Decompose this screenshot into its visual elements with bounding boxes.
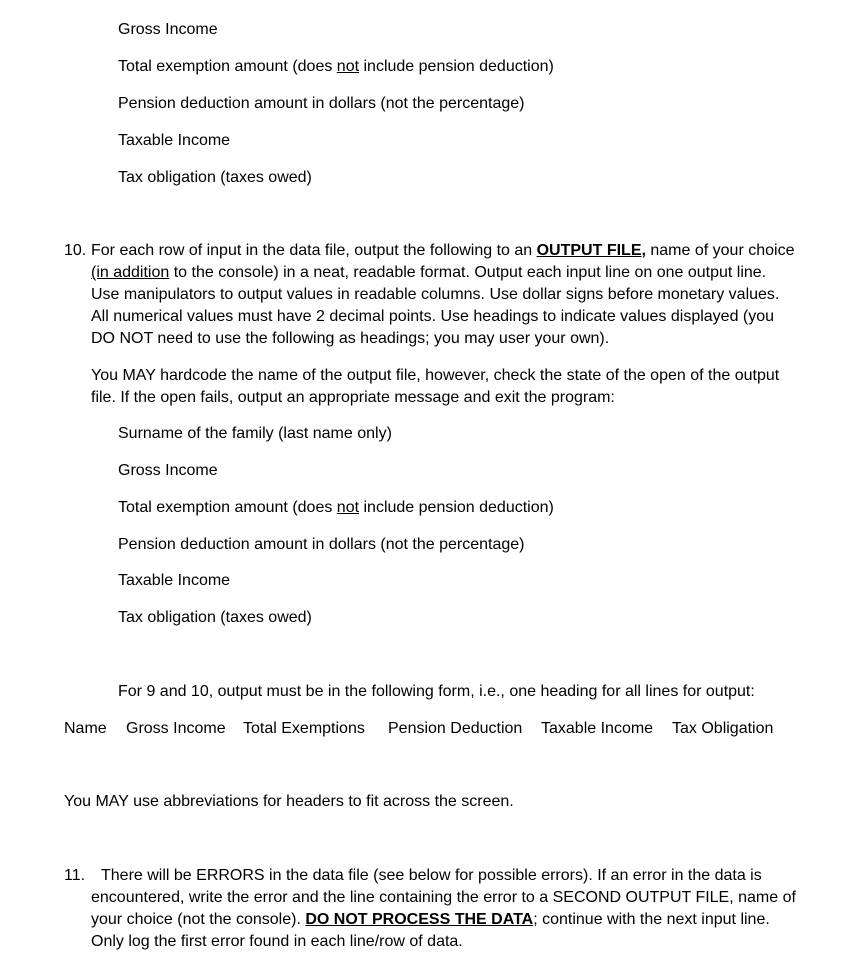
list2-tax-obligation: Tax obligation (taxes owed)	[118, 609, 312, 626]
abbreviation-note: You MAY use abbreviations for headers to fit across the screen.	[64, 793, 514, 810]
header-total-exemptions: Total Exemptions	[243, 720, 365, 737]
list2-gross-income: Gross Income	[118, 462, 218, 479]
list1-taxable-income: Taxable Income	[118, 132, 231, 149]
item-10-paragraph-2-line-2: file. If the open fails, output an appropriate message and exit the program:	[91, 389, 615, 406]
item-10-line-4: All numerical values must have 2 decimal points. Use headings to indicate values displayed (you	[91, 308, 775, 325]
item-11-line-4: Only log the first error found in each line/row of data.	[91, 933, 463, 950]
list1-tax-obligation: Tax obligation (taxes owed)	[118, 169, 312, 186]
header-tax-obligation: Tax Obligation	[672, 720, 774, 737]
item-11-line-2: encountered, write the error and the line containing the error to a SECOND OUTPUT FILE, name of	[91, 889, 796, 906]
list2-taxable-income: Taxable Income	[118, 572, 231, 589]
header-pension-deduction: Pension Deduction	[388, 720, 523, 737]
header-gross-income: Gross Income	[126, 720, 226, 737]
item-10-line-5: DO NOT need to use the following as headings; you may user your own).	[91, 330, 610, 347]
list2-pension-deduction: Pension deduction amount in dollars (not the percentage)	[118, 536, 525, 553]
form-note: For 9 and 10, output must be in the following form, i.e., one heading for all lines for output:	[118, 683, 755, 700]
list2-surname: Surname of the family (last name only)	[118, 425, 392, 442]
item-10-number: 10.	[64, 242, 87, 259]
item-10-line-1: For each row of input in the data file, output the following to an OUTPUT FILE, name of your choice	[91, 242, 795, 259]
list1-pension-deduction: Pension deduction amount in dollars (not the percentage)	[118, 95, 525, 112]
list2-total-exemption: Total exemption amount (does not include pension deduction)	[118, 499, 554, 516]
output-header-row	[0, 719, 860, 739]
item-10-line-3: Use manipulators to output values in readable columns. Use dollar signs before monetary values.	[91, 286, 780, 303]
list1-total-exemption: Total exemption amount (does not include pension deduction)	[118, 58, 554, 75]
item-10-line-2: (in addition to the console) in a neat, readable format. Output each input line on one output line.	[91, 264, 767, 281]
list1-gross-income: Gross Income	[118, 21, 218, 38]
header-name: Name	[64, 720, 107, 737]
item-11-line-3: your choice (not the console). DO NOT PROCESS THE DATA; continue with the next input line.	[91, 911, 770, 928]
item-11-line-1: There will be ERRORS in the data file (see below for possible errors). If an error in the data is	[101, 867, 762, 884]
item-10-paragraph-2-line-1: You MAY hardcode the name of the output file, however, check the state of the open of the output	[91, 367, 780, 384]
item-11-number: 11.	[64, 867, 86, 884]
header-taxable-income: Taxable Income	[541, 720, 654, 737]
